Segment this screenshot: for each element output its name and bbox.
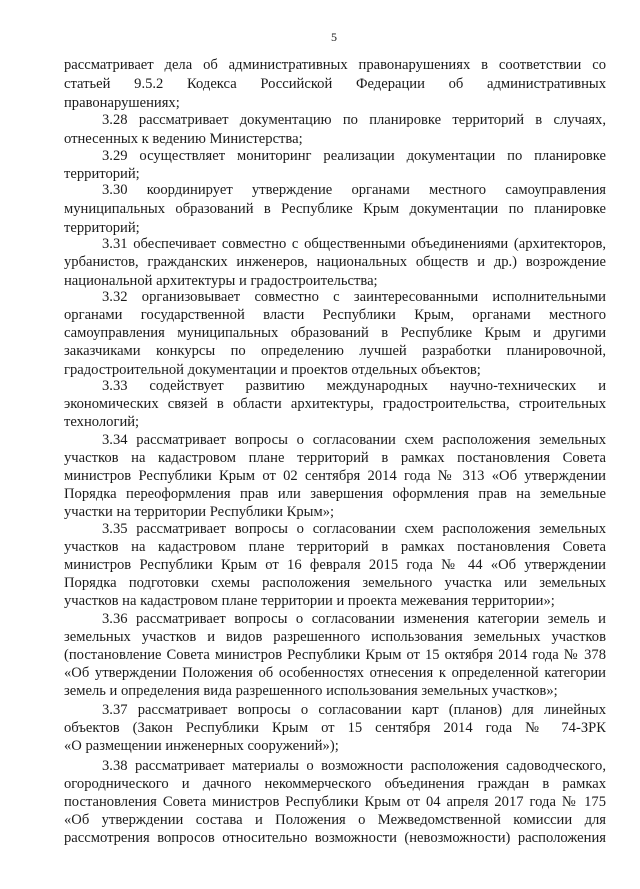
page-number: 5 [331,30,337,44]
paragraph-line: огороднического и дачного некоммерческого объединения граждан в рамках [64,776,606,792]
paragraph-line: (постановление Совета министров Республики Крым от 15 октября 2014 года № 378 [64,647,606,663]
paragraph-line: постановления Совета министров Республики Крым от 04 апреля 2017 года № 175 [64,794,606,810]
paragraph-line: 3.37 рассматривает вопросы о согласовании карт (планов) для линейных [102,702,606,718]
paragraph-line: градостроительной документации и проектов отдельных объектов; [64,362,481,378]
paragraph-line: Порядка переоформления прав или завершения оформления прав на земельные [64,486,606,502]
paragraph-line: экономических связей в области архитектуры, градостроительства, строительных [64,396,606,412]
paragraph-line: «О размещении инженерных сооружений»); [64,738,339,754]
paragraph-line: участков на кадастровом плане территорий в рамках постановления Совета [64,450,606,466]
paragraph-line: урбанистов, гражданских инженеров, национальных обществ и др.) возрождение [64,254,606,270]
paragraph-line: министров Республики Крым от 02 сентября 2014 года № 313 «Об утверждении [64,468,606,484]
paragraph-line: 3.34 рассматривает вопросы о согласовании схем расположения земельных [102,432,606,448]
paragraph-line: заказчиками конкурсы по определению лучшей разработки планировочной, [64,343,606,359]
paragraph-line: 3.29 осуществляет мониторинг реализации документации по планировке [102,148,606,164]
paragraph-line: технологий; [64,414,140,430]
paragraph-line: территорий; [64,166,140,182]
paragraph-line: 3.35 рассматривает вопросы о согласовании схем расположения земельных [102,521,606,537]
paragraph-line: национальной архитектуры и градостроительства; [64,273,378,289]
paragraph-line: 3.30 координирует утверждение органами местного самоуправления [102,182,606,198]
paragraph-line: органами государственной власти Республики Крым, органами местного [64,307,606,323]
paragraph-line: участков на кадастровом плане территории и проекта межевания территории»; [64,593,555,609]
paragraph-line: 3.38 рассматривает материалы о возможности расположения садоводческого, [102,758,606,774]
paragraph-line: земель и определения вида разрешенного использования земельных участков»; [64,683,558,699]
paragraph-line: участков на кадастровом плане территорий в рамках постановления Совета [64,539,606,555]
paragraph-line: участки на территории Республики Крым»; [64,504,335,520]
paragraph-line: Порядка подготовки схемы расположения земельного участка или земельных [64,575,606,591]
paragraph-line: муниципальных образований в Республике Крым документации по планировке [64,201,606,217]
paragraph-line: 3.31 обеспечивает совместно с общественными объединениями (архитекторов, [102,236,606,252]
paragraph-line: статьей 9.5.2 Кодекса Российской Федерации об административных [64,76,606,92]
paragraph-line: правонарушениях; [64,95,180,111]
paragraph-line: рассматривает дела об административных правонарушениях в соответствии со [64,57,606,73]
paragraph-line: 3.28 рассматривает документацию по планировке территорий в случаях, [102,112,606,128]
paragraph-line: «Об утверждении Положения об особенностях отнесения к определенной категории [64,665,606,681]
paragraph-line: территорий; [64,220,140,236]
paragraph-line: «Об утверждении состава и Положения о Межведомственной комиссии для [64,812,606,828]
paragraph-line: 3.32 организовывает совместно с заинтересованными исполнительными [102,289,606,305]
paragraph-line: отнесенных к ведению Министерства; [64,131,303,147]
paragraph-line: самоуправления муниципальных образований в Республике Крым и другими [64,325,606,341]
paragraph-line: объектов (Закон Республики Крым от 15 сентября 2014 года № 74-ЗРК [64,720,606,736]
paragraph-line: 3.36 рассматривает вопросы о согласовании изменения категории земель и [102,611,606,627]
paragraph-line: министров Республики Крым от 16 февраля 2015 года № 44 «Об утверждении [64,557,606,573]
paragraph-line: 3.33 содействует развитию международных научно-технических и [102,378,606,394]
paragraph-line: рассмотрения вопросов относительно возможности (невозможности) расположения [64,830,606,846]
paragraph-line: земельных участков и видов разрешенного использования земельных участков [64,629,606,645]
